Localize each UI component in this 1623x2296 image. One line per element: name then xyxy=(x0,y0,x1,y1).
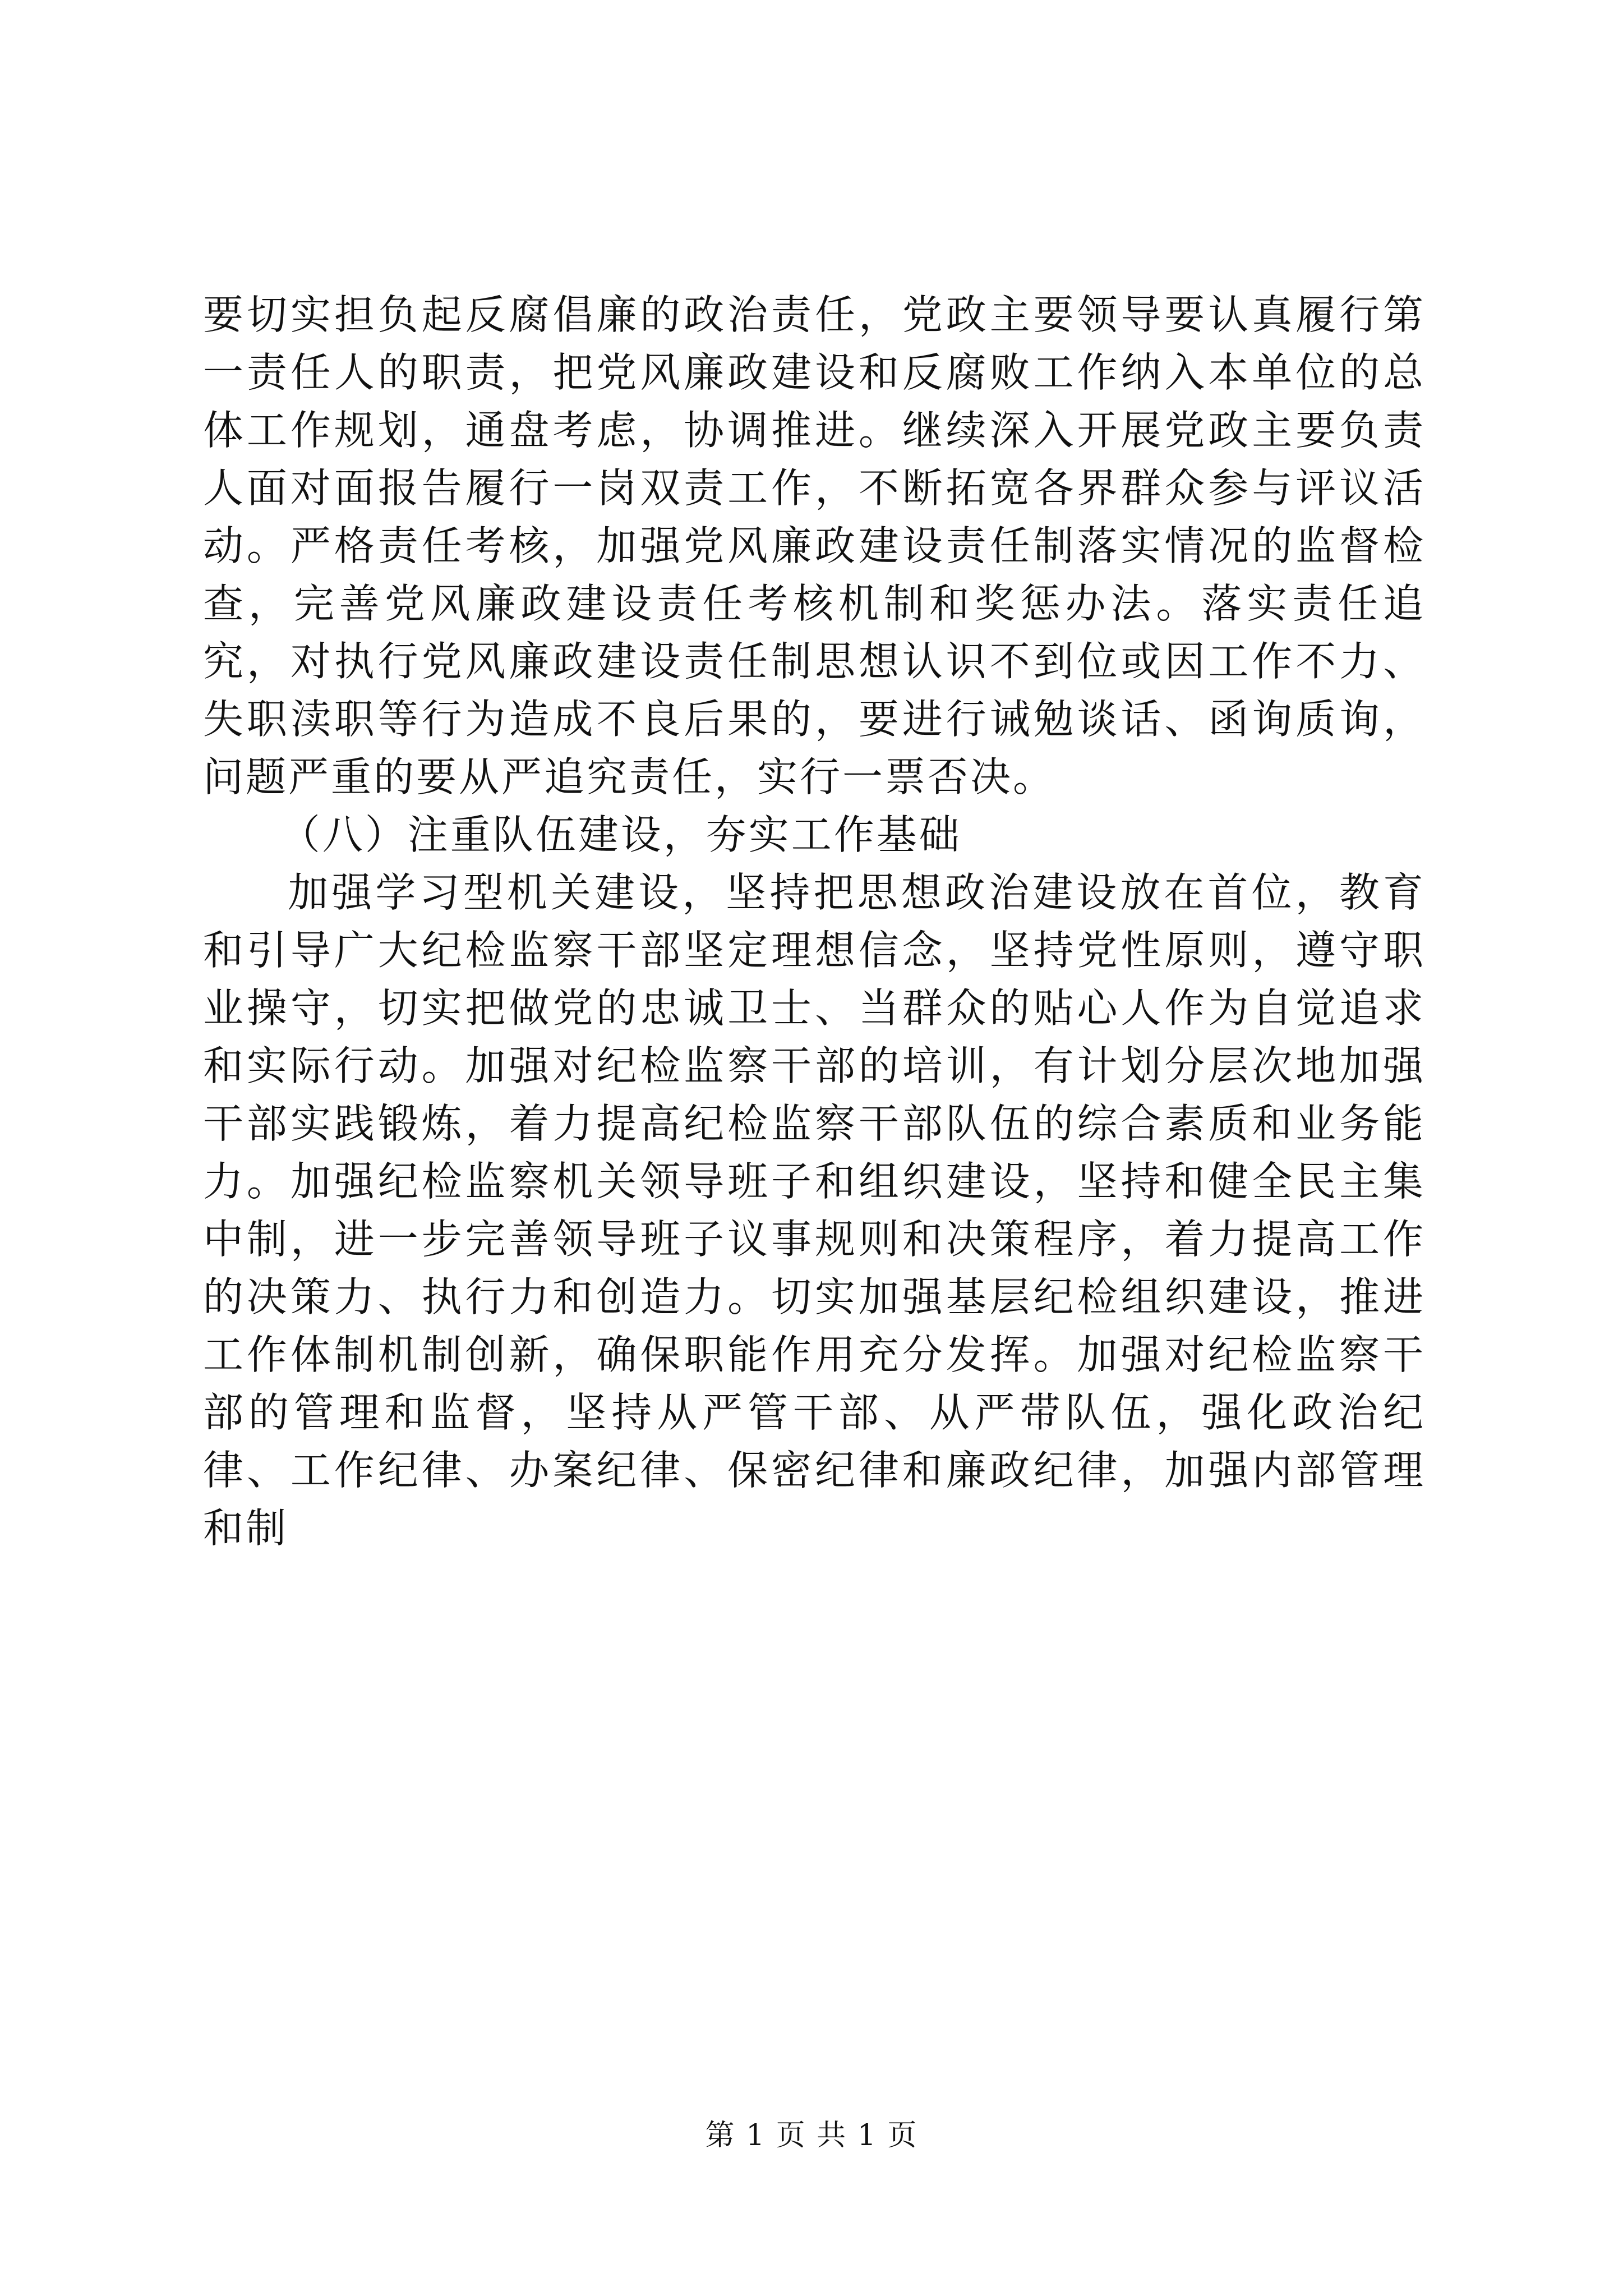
section-heading: （八）注重队伍建设，夯实工作基础 xyxy=(279,811,962,858)
body-paragraph-1: 要切实担负起反腐倡廉的政治责任，党政主要领导要认真履行第一责任人的职责，把党风廉政建设和反腐败工作纳入本单位的总体工作规划，通盘考虑，协调推进。继续深入开展党政主要负责人面对面报告履行一岗双责工作，不断拓宽各界群众参与评议活动。严格责任考核，加强党风廉政建设责任制落实情况的监督检查，完善党风廉政建设责任考核机制和奖惩办法。落实责任追究，对执行党风廉政建设责任制思想认识不到位或因工作不力、失职渎职等行为造成不良后果的，要进行诫勉谈话、函询质询，问题严重的要从严追究责任，实行一票否决。 xyxy=(203,291,1426,800)
document-body xyxy=(203,286,1426,1557)
page-footer xyxy=(0,2118,1623,2154)
body-paragraph-2: 加强学习型机关建设，坚持把思想政治建设放在首位，教育和引导广大纪检监察干部坚定理想信念，坚持党性原则，遵守职业操守，切实把做党的忠诚卫士、当群众的贴心人作为自觉追求和实际行动。加强对纪检监察干部的培训，有计划分层次地加强干部实践锻炼，着力提高纪检监察干部队伍的综合素质和业务能力。加强纪检监察机关领导班子和组织建设，坚持和健全民主集中制，进一步完善领导班子议事规则和决策程序，着力提高工作的决策力、执行力和创造力。切实加强基层纪检组织建设，推进工作体制机制创新，确保职能作用充分发挥。加强对纪检监察干部的管理和监督，坚持从严管干部、从严带队伍，强化政治纪律、工作纪律、办案纪律、保密纪律和廉政纪律，加强内部管理和制 xyxy=(203,869,1426,1552)
page-number-label: 第 1 页 共 1 页 xyxy=(705,2119,918,2152)
